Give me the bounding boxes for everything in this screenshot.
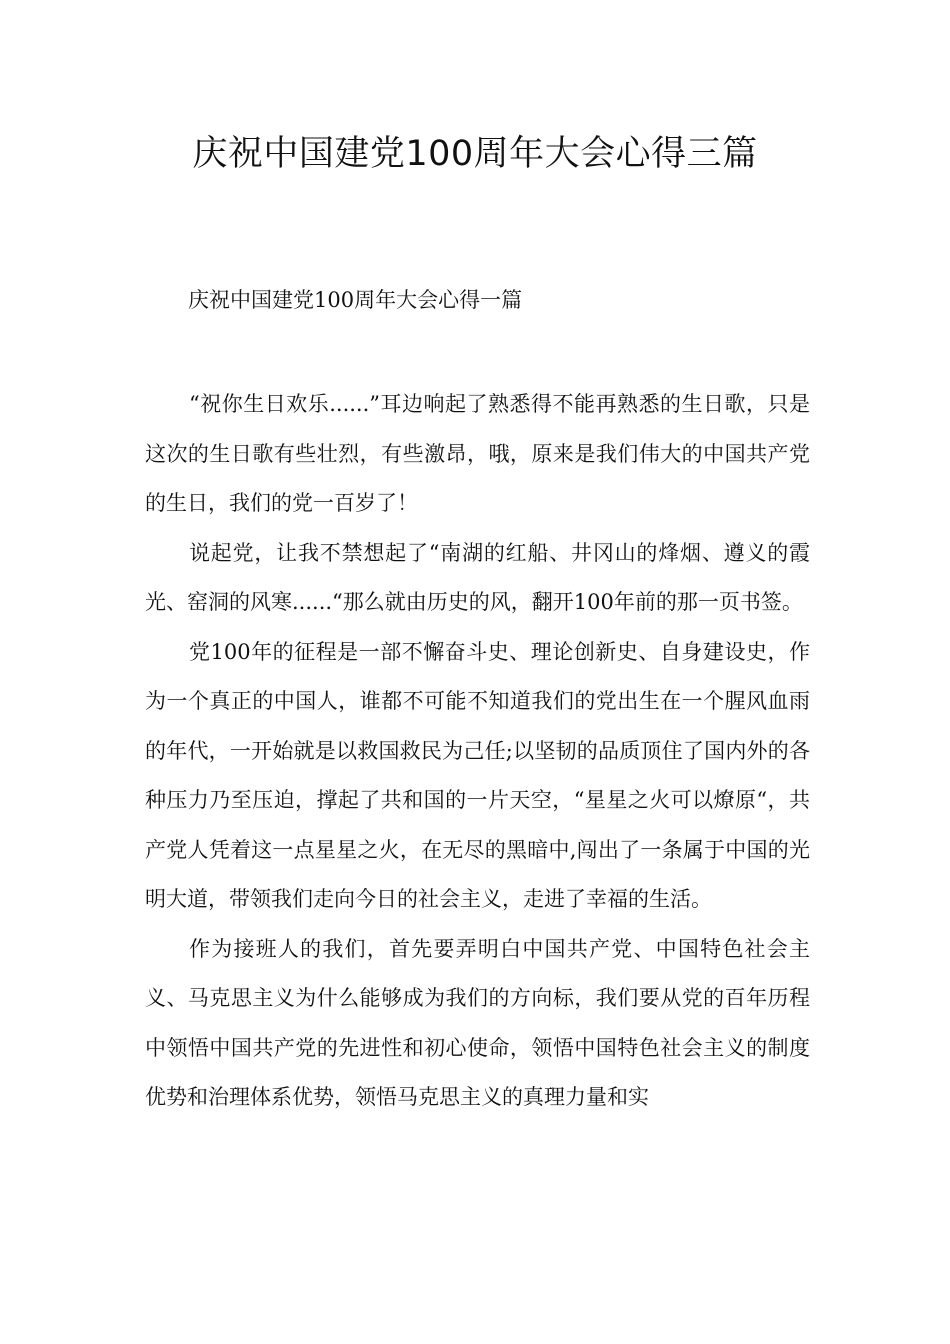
paragraph: “祝你生日欢乐......”耳边响起了熟悉得不能再熟悉的生日歌，只是这次的生日歌有些壮烈，有些激昂，哦，原来是我们伟大的中国共产党的生日，我们的党一百岁了！ [145, 392, 810, 515]
document-body [145, 380, 810, 1123]
paragraph: 党100年的征程是一部不懈奋斗史、理论创新史、自身建设史，作为一个真正的中国人，谁都不可能不知道我们的党出生在一个腥风血雨的年代，一开始就是以救国救民为己任;以坚韧的品质顶住了国内外的各种压力乃至压迫，撑起了共和国的一片天空，“星星之火可以燎原“，共产党人凭着这一点星星之火，在无尽的黑暗中,闯出了一条属于中国的光明大道，带领我们走向今日的社会主义，走进了幸福的生活。 [145, 639, 810, 911]
paragraph: 说起党，让我不禁想起了“南湖的红船、井冈山的烽烟、遵义的霞光、窑洞的风寒......“那么就由历史的风，翻开100年前的那一页书签。 [145, 540, 810, 614]
section-heading: 庆祝中国建党100周年大会心得一篇 [188, 288, 523, 312]
paragraph: 作为接班人的我们，首先要弄明白中国共产党、中国特色社会主义、马克思主义为什么能够成为我们的方向标，我们要从党的百年历程中领悟中国共产党的先进性和初心使命，领悟中国特色社会主义的制度优势和治理体系优势，领悟马克思主义的真理力量和实 [145, 936, 810, 1109]
document-title: 庆祝中国建党100周年大会心得三篇 [192, 134, 758, 174]
